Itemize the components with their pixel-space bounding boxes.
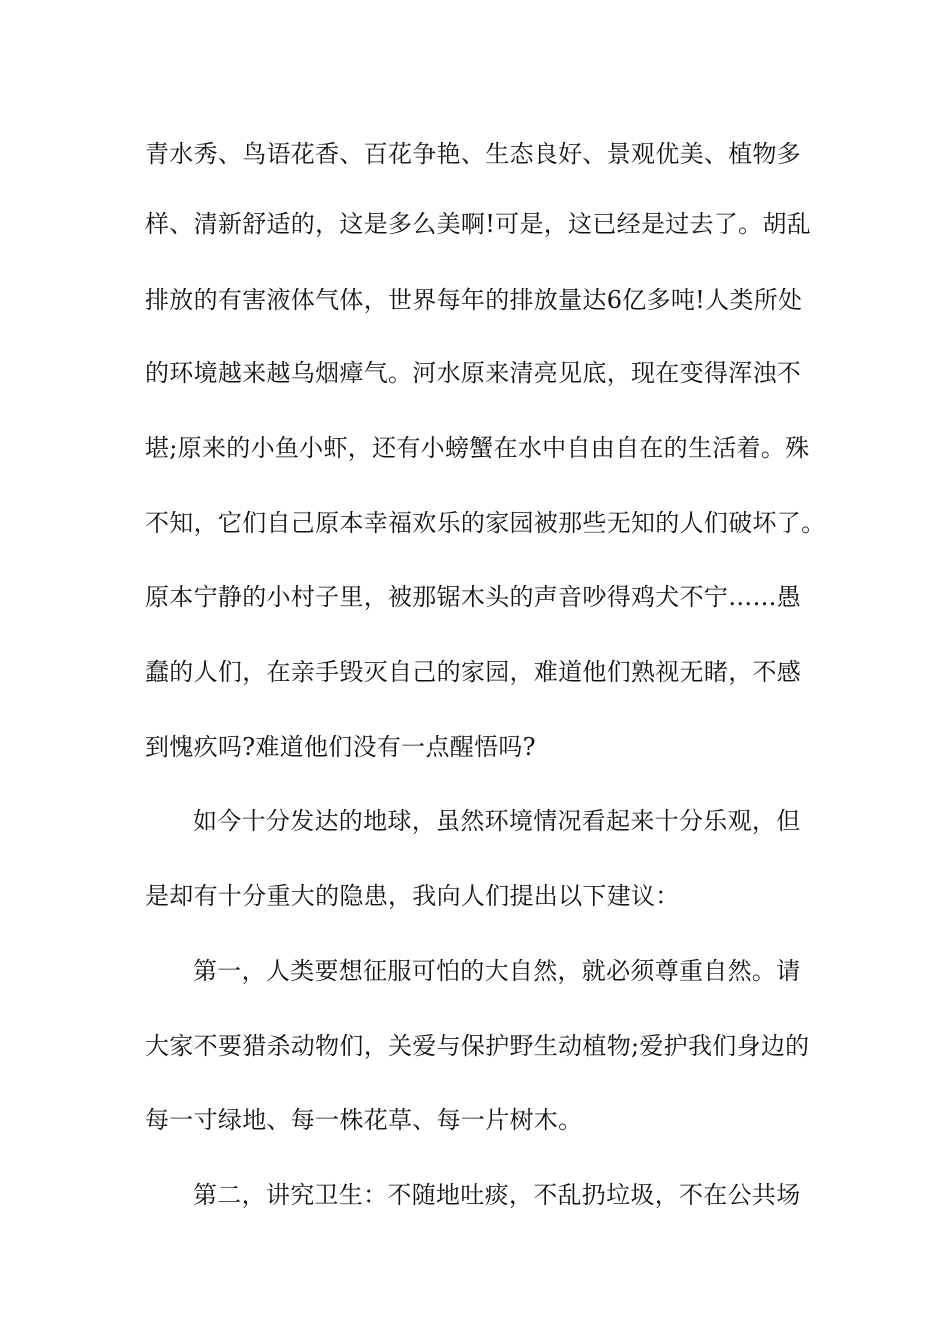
paragraph-line: 样、清新舒适的，这是多么美啊!可是，这已经是过去了。胡乱 xyxy=(145,210,812,238)
paragraph-line: 不知，它们自己原本幸福欢乐的家园被那些无知的人们破坏了。 xyxy=(145,509,826,537)
paragraph-line: 蠢的人们，在亲手毁灭自己的家园，难道他们熟视无睹，不感 xyxy=(145,658,802,686)
paragraph-line: 的环境越来越乌烟瘴气。河水原来清亮见底，现在变得浑浊不 xyxy=(145,359,802,387)
paragraph-line: 如今十分发达的地球，虽然环境情况看起来十分乐观，但 xyxy=(193,807,801,835)
paragraph-line: 到愧疚吗?难道他们没有一点醒悟吗? xyxy=(145,733,536,761)
paragraph-line: 是却有十分重大的隐患，我向人们提出以下建议： xyxy=(145,882,680,910)
paragraph-line: 第一，人类要想征服可怕的大自然，就必须尊重自然。请 xyxy=(193,957,801,985)
paragraph-line: 青水秀、鸟语花香、百花争艳、生态良好、景观优美、植物多 xyxy=(145,140,802,168)
paragraph-line: 大家不要猎杀动物们，关爱与保护野生动植物;爱护我们身边的 xyxy=(145,1032,810,1060)
paragraph-line: 每一寸绿地、每一株花草、每一片树木。 xyxy=(145,1106,583,1134)
paragraph-line: 原本宁静的小村子里，被那锯木头的声音吵得鸡犬不宁……愚 xyxy=(145,583,802,611)
paragraph-line: 第二，讲究卫生：不随地吐痰，不乱扔垃圾，不在公共场 xyxy=(193,1181,801,1209)
paragraph-line: 堪;原来的小鱼小虾，还有小螃蟹在水中自由自在的生活着。殊 xyxy=(145,434,810,462)
paragraph-line: 排放的有害液体气体，世界每年的排放量达6亿多吨!人类所处 xyxy=(145,286,803,314)
